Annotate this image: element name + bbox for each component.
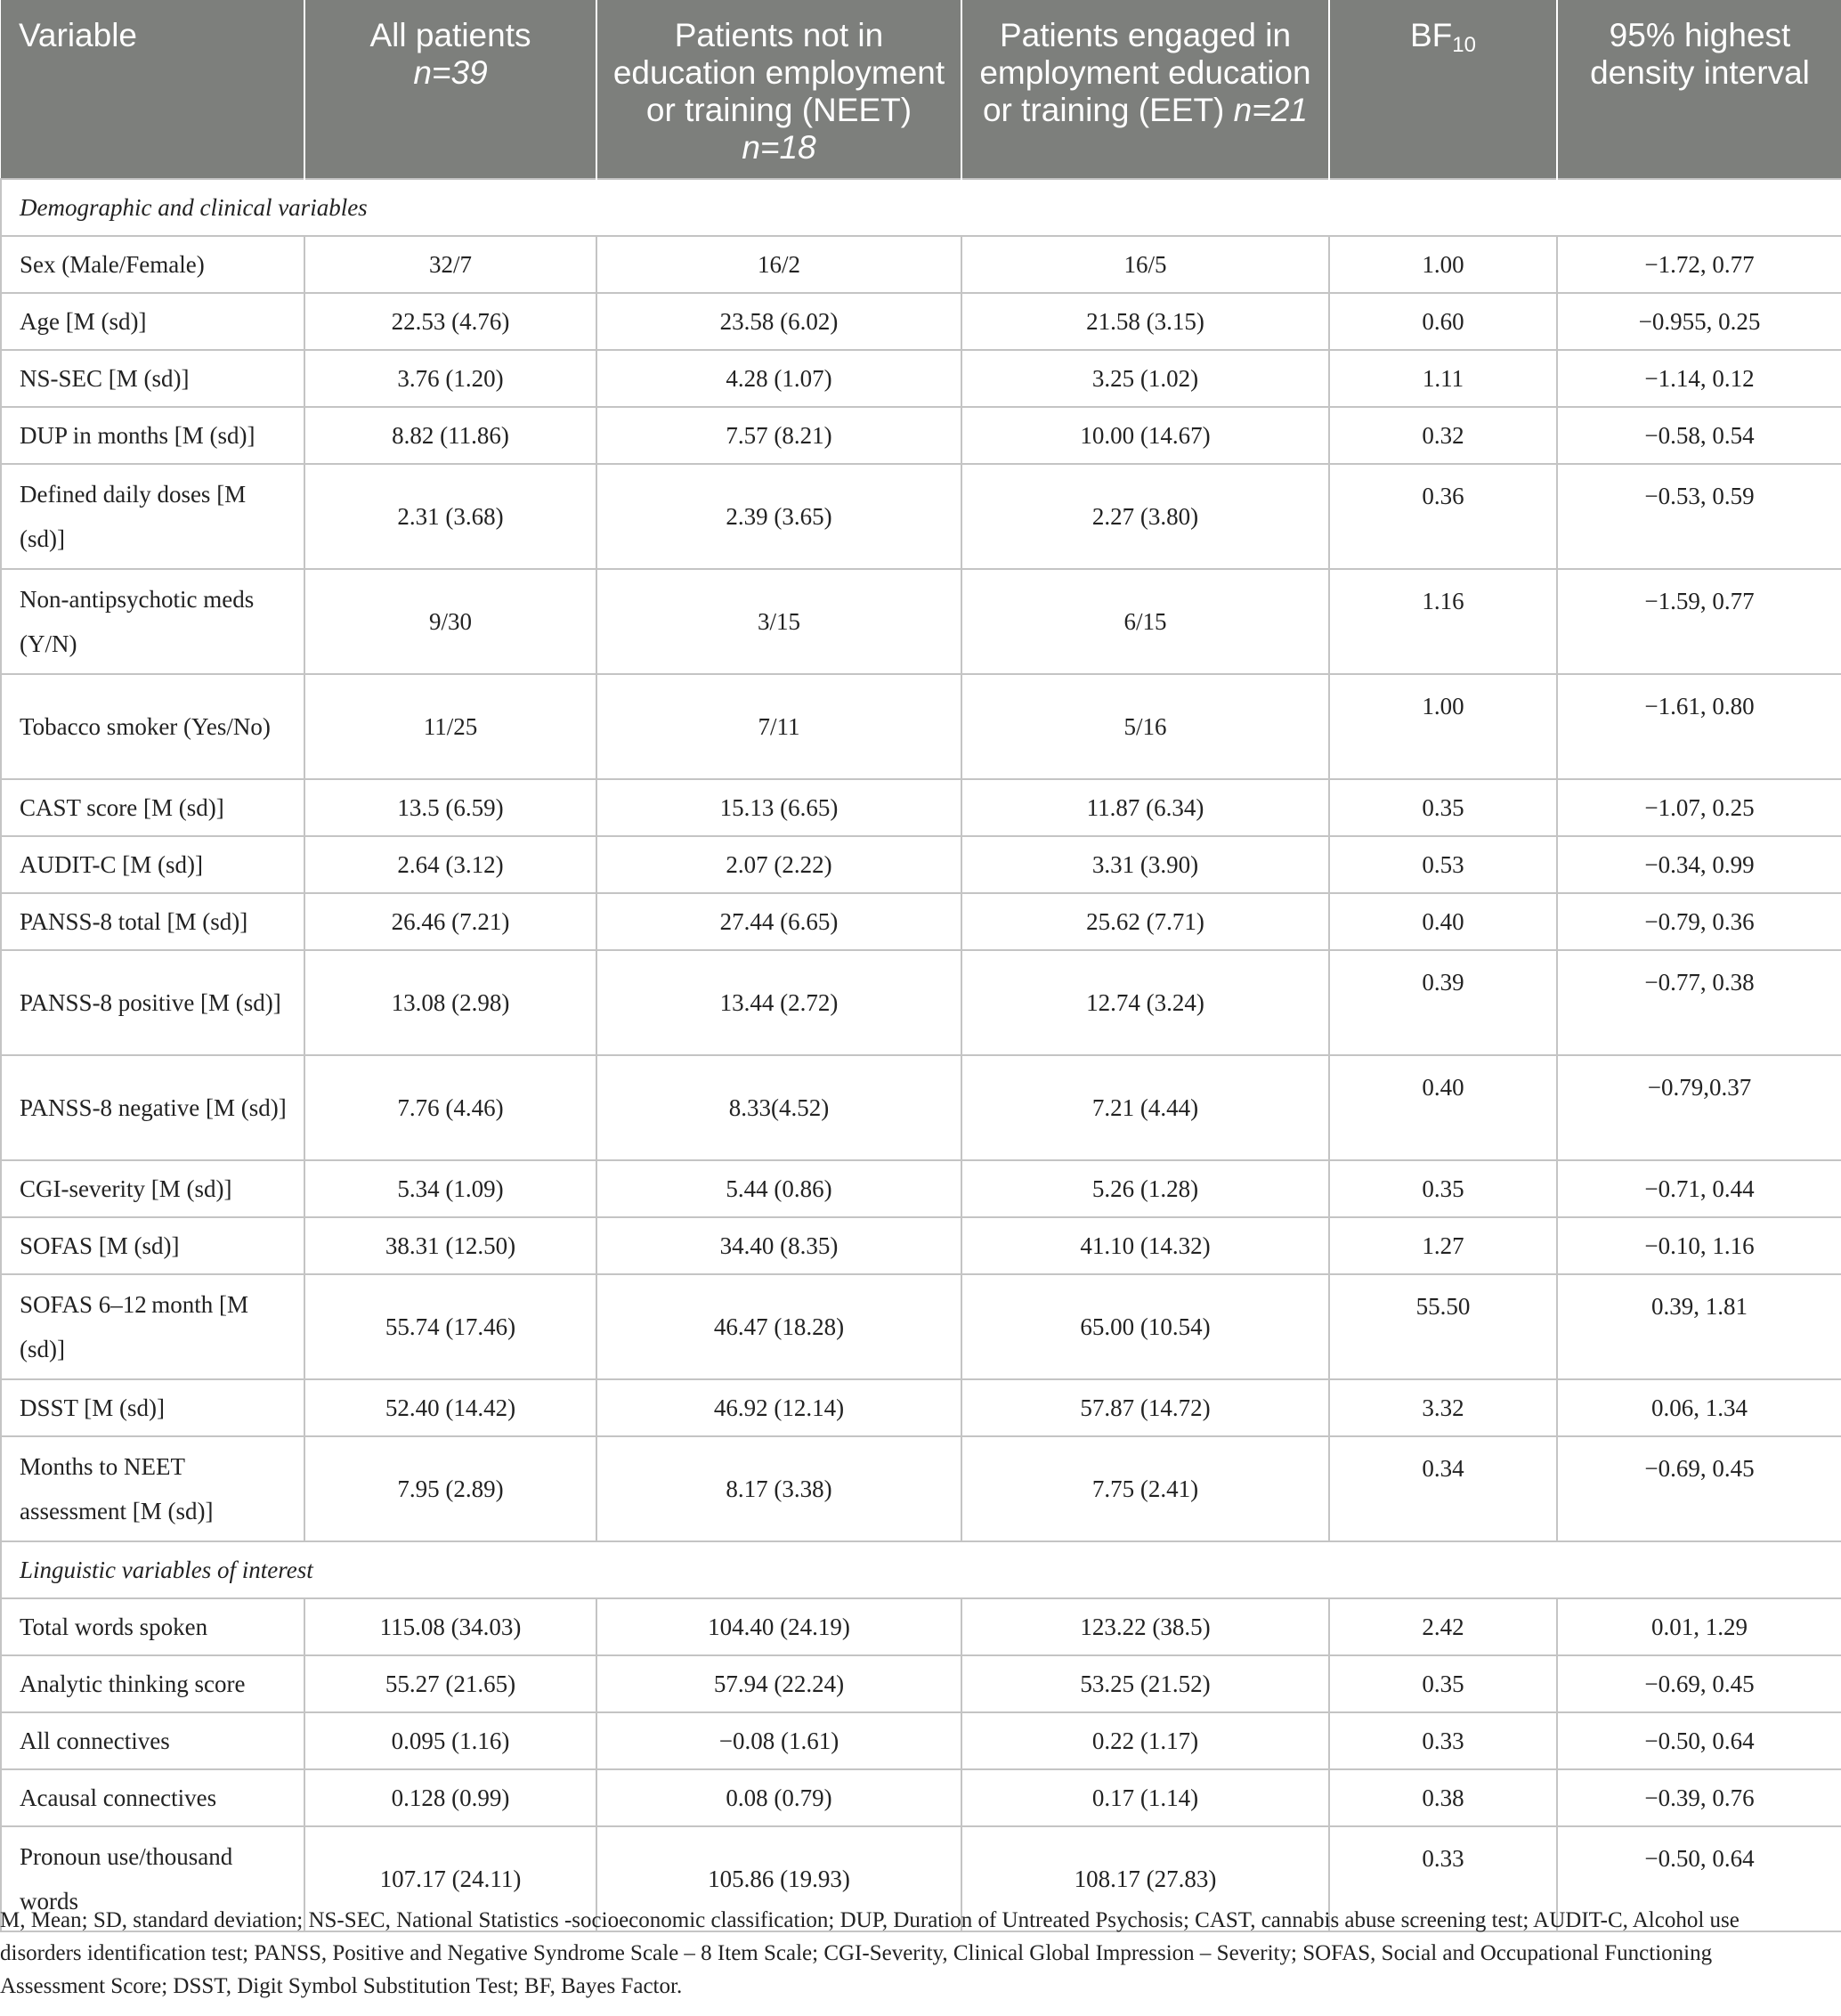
table-row: [1, 893, 1841, 950]
table-row: [1, 464, 1841, 569]
cell-bf: 0.60: [1329, 293, 1557, 350]
cell-neet: 0.08 (0.79): [596, 1769, 961, 1826]
cell-variable: AUDIT-C [M (sd)]: [1, 836, 304, 893]
cell-all: 8.82 (11.86): [304, 407, 596, 464]
cell-neet: 46.47 (18.28): [596, 1274, 961, 1379]
table-footnote: M, Mean; SD, standard deviation; NS-SEC, National Statistics -socioeconomic classification; DUP, Duration of Untreated Psychosis; CAST, cannabis abuse screening test; AUDIT-C, Alcohol use disorders identification test; PANSS, Positive and Negative Syndrome Scale – 8 Item Scale; CGI-Severity, Clinical Global Impression – Severity; SOFAS, Social and Occupational Functioning Assessment Score; DSST, Digit Symbol Substitution Test; BF, Bayes Factor.: [0, 1908, 1740, 1998]
cell-variable: Pronoun use/thousand words: [1, 1826, 304, 1931]
cell-variable: All connectives: [1, 1712, 304, 1769]
cell-all: 5.34 (1.09): [304, 1160, 596, 1217]
cell-eet: 2.27 (3.80): [961, 464, 1329, 569]
cell-variable: Non-antipsychotic meds (Y/N): [1, 569, 304, 674]
cell-eet: 5/16: [961, 674, 1329, 779]
cell-all: 7.76 (4.46): [304, 1055, 596, 1160]
cell-eet: 41.10 (14.32): [961, 1217, 1329, 1274]
cell-neet: 34.40 (8.35): [596, 1217, 961, 1274]
table-row: [1, 569, 1841, 674]
cell-eet: 25.62 (7.71): [961, 893, 1329, 950]
section-row-linguistic: [1, 1541, 1841, 1598]
cell-variable: Defined daily doses [M (sd)]: [1, 464, 304, 569]
cell-eet: 53.25 (21.52): [961, 1655, 1329, 1712]
cell-all: 55.27 (21.65): [304, 1655, 596, 1712]
cell-neet: 7/11: [596, 674, 961, 779]
cell-bf: 0.39: [1329, 950, 1557, 1055]
cell-hdi: −0.79, 0.36: [1557, 893, 1841, 950]
table-row: [1, 1769, 1841, 1826]
cell-neet: 7.57 (8.21): [596, 407, 961, 464]
cell-all: 52.40 (14.42): [304, 1379, 596, 1436]
cell-eet: 123.22 (38.5): [961, 1598, 1329, 1655]
header-all-n: n=39: [413, 54, 488, 91]
table-row: [1, 1655, 1841, 1712]
cell-all: 55.74 (17.46): [304, 1274, 596, 1379]
table-row: [1, 293, 1841, 350]
cell-neet: 57.94 (22.24): [596, 1655, 961, 1712]
cell-bf: 0.33: [1329, 1826, 1557, 1931]
cell-hdi: 0.06, 1.34: [1557, 1379, 1841, 1436]
cell-hdi: −0.50, 0.64: [1557, 1712, 1841, 1769]
cell-neet: 13.44 (2.72): [596, 950, 961, 1055]
cell-variable: DUP in months [M (sd)]: [1, 407, 304, 464]
header-bf10: $BF_{10}$: [1329, 0, 1557, 179]
table-row: [1, 407, 1841, 464]
cell-variable: Months to NEET assessment [M (sd)]: [1, 1436, 304, 1541]
cell-hdi: −1.07, 0.25: [1557, 779, 1841, 836]
cell-neet: 15.13 (6.65): [596, 779, 961, 836]
header-neet: Patients not in education employment or training (NEET) n=18: [596, 0, 961, 179]
cell-eet: 0.22 (1.17): [961, 1712, 1329, 1769]
cell-hdi: −0.58, 0.54: [1557, 407, 1841, 464]
cell-variable: CAST score [M (sd)]: [1, 779, 304, 836]
header-hdi: 95% highest density interval: [1557, 0, 1841, 179]
cell-hdi: −1.61, 0.80: [1557, 674, 1841, 779]
cell-neet: 46.92 (12.14): [596, 1379, 961, 1436]
cell-all: 38.31 (12.50): [304, 1217, 596, 1274]
cell-variable: Analytic thinking score: [1, 1655, 304, 1712]
cell-eet: 7.21 (4.44): [961, 1055, 1329, 1160]
section-row-demographic: [1, 179, 1841, 236]
header-all-patients: All patients n=39: [304, 0, 596, 179]
table-row: [1, 1712, 1841, 1769]
cell-neet: 2.07 (2.22): [596, 836, 961, 893]
cell-bf: 0.38: [1329, 1769, 1557, 1826]
cell-neet: 16/2: [596, 236, 961, 293]
header-row: [1, 0, 1841, 179]
cell-hdi: −1.59, 0.77: [1557, 569, 1841, 674]
cell-hdi: −1.72, 0.77: [1557, 236, 1841, 293]
header-variable: Variable: [1, 0, 304, 179]
cell-bf: 2.42: [1329, 1598, 1557, 1655]
cell-variable: CGI-severity [M (sd)]: [1, 1160, 304, 1217]
cell-variable: SOFAS 6–12 month [M (sd)]: [1, 1274, 304, 1379]
cell-hdi: −0.955, 0.25: [1557, 293, 1841, 350]
cell-hdi: −1.14, 0.12: [1557, 350, 1841, 407]
cell-bf: 0.36: [1329, 464, 1557, 569]
table-body: [1, 179, 1841, 1931]
table-row: [1, 1274, 1841, 1379]
cell-eet: 108.17 (27.83): [961, 1826, 1329, 1931]
cell-variable: SOFAS [M (sd)]: [1, 1217, 304, 1274]
cell-bf: 0.53: [1329, 836, 1557, 893]
cell-bf: 1.00: [1329, 674, 1557, 779]
cell-eet: 0.17 (1.14): [961, 1769, 1329, 1826]
cell-all: 3.76 (1.20): [304, 350, 596, 407]
cell-all: 2.64 (3.12): [304, 836, 596, 893]
table-row: [1, 1055, 1841, 1160]
cell-bf: 1.11: [1329, 350, 1557, 407]
cell-neet: 5.44 (0.86): [596, 1160, 961, 1217]
cell-all: 107.17 (24.11): [304, 1826, 596, 1931]
cell-variable: PANSS-8 negative [M (sd)]: [1, 1055, 304, 1160]
cell-eet: 3.25 (1.02): [961, 350, 1329, 407]
cell-neet: 8.33(4.52): [596, 1055, 961, 1160]
cell-hdi: −0.71, 0.44: [1557, 1160, 1841, 1217]
cell-hdi: −0.53, 0.59: [1557, 464, 1841, 569]
cell-eet: 11.87 (6.34): [961, 779, 1329, 836]
cell-all: 32/7: [304, 236, 596, 293]
cell-variable: DSST [M (sd)]: [1, 1379, 304, 1436]
table-row: [1, 1217, 1841, 1274]
cell-bf: 55.50: [1329, 1274, 1557, 1379]
cell-variable: Age [M (sd)]: [1, 293, 304, 350]
cell-hdi: −0.39, 0.76: [1557, 1769, 1841, 1826]
cell-neet: 23.58 (6.02): [596, 293, 961, 350]
cell-hdi: −0.69, 0.45: [1557, 1436, 1841, 1541]
table-row: [1, 779, 1841, 836]
table-row: [1, 836, 1841, 893]
cell-bf: 0.33: [1329, 1712, 1557, 1769]
cell-eet: 7.75 (2.41): [961, 1436, 1329, 1541]
table-row: [1, 674, 1841, 779]
table-row: [1, 350, 1841, 407]
cell-all: 2.31 (3.68): [304, 464, 596, 569]
header-eet: Patients engaged in employment education or training (EET) n=21: [961, 0, 1329, 179]
cell-bf: 0.34: [1329, 1436, 1557, 1541]
cell-eet: 3.31 (3.90): [961, 836, 1329, 893]
cell-all: 0.095 (1.16): [304, 1712, 596, 1769]
cell-all: 7.95 (2.89): [304, 1436, 596, 1541]
cell-neet: 104.40 (24.19): [596, 1598, 961, 1655]
cell-variable: PANSS-8 total [M (sd)]: [1, 893, 304, 950]
cell-eet: 10.00 (14.67): [961, 407, 1329, 464]
table-row: [1, 1436, 1841, 1541]
cell-all: 26.46 (7.21): [304, 893, 596, 950]
header-eet-n: n=21: [1233, 92, 1309, 128]
cell-bf: 1.27: [1329, 1217, 1557, 1274]
section-label: Linguistic variables of interest: [1, 1541, 1841, 1598]
table-row: [1, 236, 1841, 293]
cell-neet: 4.28 (1.07): [596, 350, 961, 407]
cell-bf: 1.16: [1329, 569, 1557, 674]
cell-eet: 16/5: [961, 236, 1329, 293]
cell-hdi: −0.10, 1.16: [1557, 1217, 1841, 1274]
table-row: [1, 1598, 1841, 1655]
cell-eet: 5.26 (1.28): [961, 1160, 1329, 1217]
cell-all: 0.128 (0.99): [304, 1769, 596, 1826]
cell-all: 13.5 (6.59): [304, 779, 596, 836]
cell-neet: 3/15: [596, 569, 961, 674]
cell-bf: 0.40: [1329, 893, 1557, 950]
cell-bf: 0.35: [1329, 779, 1557, 836]
cell-all: 13.08 (2.98): [304, 950, 596, 1055]
cell-neet: 105.86 (19.93): [596, 1826, 961, 1931]
table-row: [1, 1160, 1841, 1217]
cell-variable: Tobacco smoker (Yes/No): [1, 674, 304, 779]
cell-bf: 0.40: [1329, 1055, 1557, 1160]
cell-eet: 65.00 (10.54): [961, 1274, 1329, 1379]
cell-bf: 0.35: [1329, 1655, 1557, 1712]
table-row: [1, 1379, 1841, 1436]
cell-eet: 6/15: [961, 569, 1329, 674]
cell-eet: 21.58 (3.15): [961, 293, 1329, 350]
cell-hdi: −0.34, 0.99: [1557, 836, 1841, 893]
table-row: [1, 950, 1841, 1055]
cell-variable: Total words spoken: [1, 1598, 304, 1655]
cell-all: 115.08 (34.03): [304, 1598, 596, 1655]
cell-variable: NS-SEC [M (sd)]: [1, 350, 304, 407]
cell-bf: 0.35: [1329, 1160, 1557, 1217]
cell-neet: 2.39 (3.65): [596, 464, 961, 569]
header-neet-n: n=18: [742, 129, 816, 166]
cell-eet: 12.74 (3.24): [961, 950, 1329, 1055]
cell-hdi: −0.50, 0.64: [1557, 1826, 1841, 1931]
cell-bf: 1.00: [1329, 236, 1557, 293]
section-label: Demographic and clinical variables: [1, 179, 1841, 236]
cell-variable: PANSS-8 positive [M (sd)]: [1, 950, 304, 1055]
cell-all: 9/30: [304, 569, 596, 674]
cell-neet: −0.08 (1.61): [596, 1712, 961, 1769]
cell-all: 11/25: [304, 674, 596, 779]
cell-bf: 0.32: [1329, 407, 1557, 464]
cell-hdi: −0.79,0.37: [1557, 1055, 1841, 1160]
cell-eet: 57.87 (14.72): [961, 1379, 1329, 1436]
cell-variable: Sex (Male/Female): [1, 236, 304, 293]
cell-all: 22.53 (4.76): [304, 293, 596, 350]
cell-hdi: −0.69, 0.45: [1557, 1655, 1841, 1712]
cell-hdi: −0.77, 0.38: [1557, 950, 1841, 1055]
cell-hdi: 0.39, 1.81: [1557, 1274, 1841, 1379]
cell-variable: Acausal connectives: [1, 1769, 304, 1826]
cell-neet: 27.44 (6.65): [596, 893, 961, 950]
cell-neet: 8.17 (3.38): [596, 1436, 961, 1541]
cell-bf: 3.32: [1329, 1379, 1557, 1436]
cell-hdi: 0.01, 1.29: [1557, 1598, 1841, 1655]
